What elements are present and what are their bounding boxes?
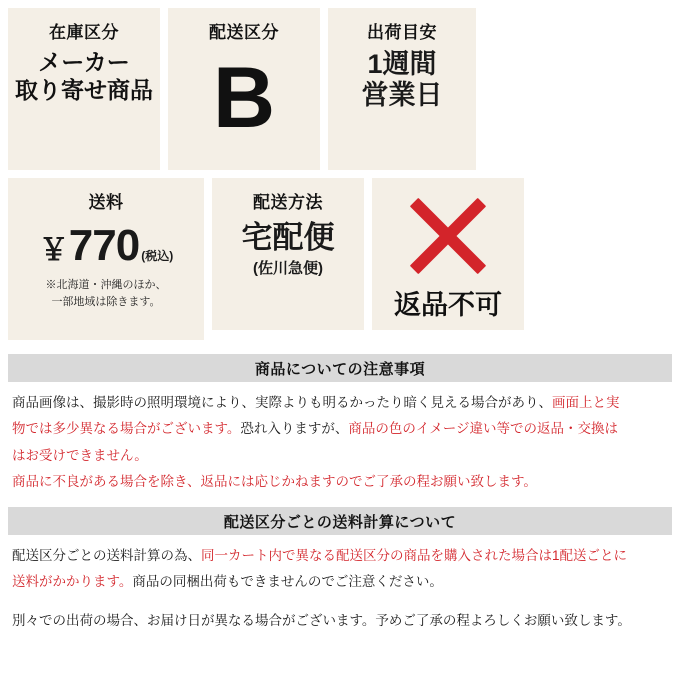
text-run: 同一カート内で異なる配送区分の商品を購入された場合は1配送ごとに [201, 548, 628, 564]
paragraph [12, 445, 668, 467]
shipping-fee-note-line2: 一部地域は除きます。 [51, 295, 161, 308]
paragraph [12, 545, 668, 567]
badge-delivery-class-letter: B [212, 50, 276, 146]
badge-shipping-fee [8, 178, 204, 340]
badge-grid [8, 8, 672, 340]
badge-shipping-estimate [328, 8, 476, 170]
paragraph [12, 471, 668, 493]
shipping-fee-note-line1: ※北海道・沖縄のほか、 [45, 279, 167, 291]
section-shipping-calc-heading: 配送区分ごとの送料計算について [8, 507, 672, 535]
text-run: 商品の同梱出荷もできませんのでご注意ください。 [132, 574, 443, 590]
badge-shipping-fee-title: 送料 [88, 193, 124, 212]
badge-shipping-estimate-line1: 1週間 [367, 49, 437, 79]
paragraph [12, 571, 668, 593]
badge-shipping-method-title: 配送方法 [253, 193, 323, 212]
shipping-fee-amount: 770 [68, 221, 140, 270]
section-product-notes-heading: 商品についての注意事項 [8, 354, 672, 382]
paragraph [12, 610, 668, 632]
badge-shipping-fee-price [39, 221, 173, 271]
paragraph [12, 418, 668, 440]
text-run: 配送区分ごとの送料計算の為、 [12, 548, 201, 564]
shipping-fee-tax-label: (税込) [141, 249, 174, 263]
section-product-notes [8, 354, 672, 493]
badge-shipping-estimate-line2: 営業日 [361, 80, 443, 111]
text-run: 画面上と実 [552, 395, 620, 410]
badge-shipping-estimate-title: 出荷目安 [367, 23, 437, 42]
section-shipping-calc [8, 507, 672, 632]
paragraph [12, 598, 668, 606]
text-run: 商品の色のイメージ違い等での返品・交換は [348, 421, 619, 437]
section-product-notes-body [8, 382, 672, 493]
x-mark-icon [411, 200, 485, 271]
text-run: 物では多少異なる場合がございます。 [12, 421, 241, 437]
text-run: 恐れ入りますが、 [240, 421, 349, 437]
section-shipping-calc-body [8, 535, 672, 632]
text-run: 商品画像は、撮影時の照明環境により、実際よりも明るかったり暗く見える場合があり、 [12, 395, 552, 410]
badge-returns-label: 返品不可 [394, 290, 502, 320]
badge-stock-title: 在庫区分 [49, 23, 119, 42]
badge-shipping-method [212, 178, 364, 330]
text-run: はお受けできません。 [12, 447, 148, 463]
badge-stock-class [8, 8, 160, 170]
badge-returns [372, 178, 524, 330]
badge-stock-line2: 取り寄せ商品 [15, 76, 153, 103]
badge-stock-line1: メーカー [38, 49, 130, 75]
text-run: 商品に不良がある場合を除き、返品には応じかねますのでご了承の程お願い致します。 [12, 473, 537, 489]
text-run: 送料がかかります。 [12, 574, 133, 590]
paragraph [12, 392, 668, 414]
badge-shipping-method-main: 宅配便 [241, 220, 335, 255]
yen-symbol: ￥ [38, 234, 69, 267]
badge-delivery-class [168, 8, 320, 170]
badge-delivery-class-title: 配送区分 [209, 23, 279, 42]
shipping-fee-note [46, 277, 167, 310]
badge-shipping-method-sub: (佐川急便) [253, 260, 323, 278]
text-run: 別々での出荷の場合、お届け日が異なる場合がございます。予めご了承の程よろしくお願い致します。 [12, 612, 631, 628]
